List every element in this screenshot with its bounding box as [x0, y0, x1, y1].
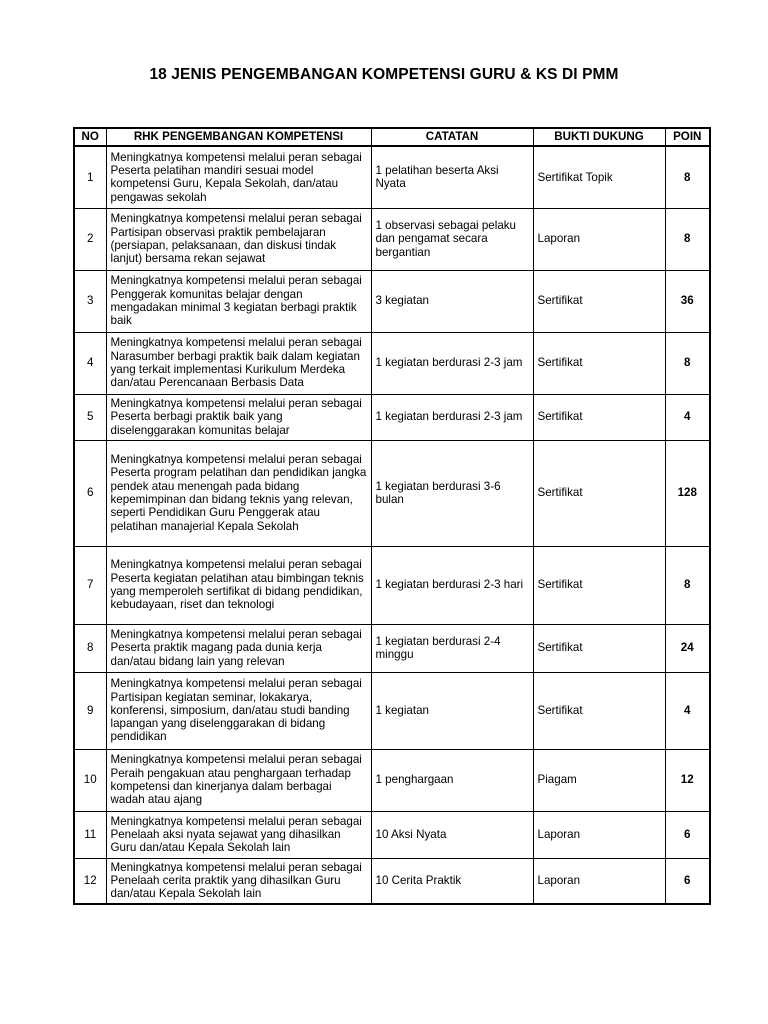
table-row — [74, 332, 710, 394]
table-row — [74, 624, 710, 672]
row-catatan: 10 Aksi Nyata — [371, 811, 533, 858]
row-rhk: Meningkatnya kompetensi melalui peran sebagai Narasumber berbagi praktik baik dalam kegiatan yang terkait implementasi Kurikulum Merdeka dan/atau Perencanaan Berbasis Data — [106, 332, 371, 394]
table-row — [74, 208, 710, 270]
table-row — [74, 146, 710, 208]
row-catatan: 1 kegiatan berdurasi 2-4 minggu — [371, 624, 533, 672]
row-bukti: Sertifikat — [533, 672, 665, 749]
row-bukti: Sertifikat — [533, 440, 665, 546]
table-row — [74, 811, 710, 858]
row-bukti: Sertifikat — [533, 332, 665, 394]
row-catatan: 10 Cerita Praktik — [371, 858, 533, 904]
table-row — [74, 270, 710, 332]
row-poin: 36 — [665, 270, 710, 332]
row-poin: 12 — [665, 749, 710, 811]
row-poin: 8 — [665, 546, 710, 624]
row-rhk: Meningkatnya kompetensi melalui peran sebagai Peserta program pelatihan dan pendidikan jangka pendek atau menengah pada bidang kepemimpinan dan bidang teknis yang relevan, seperti Pendidikan Guru Penggerak atau pelatihan manajerial Kepala Sekolah — [106, 440, 371, 546]
row-poin: 4 — [665, 672, 710, 749]
row-catatan: 1 kegiatan berdurasi 3-6 bulan — [371, 440, 533, 546]
row-catatan: 3 kegiatan — [371, 270, 533, 332]
row-poin: 8 — [665, 146, 710, 208]
competency-table — [73, 127, 711, 905]
row-no: 7 — [74, 546, 106, 624]
row-no: 8 — [74, 624, 106, 672]
table-header-row — [74, 128, 710, 146]
row-no: 2 — [74, 208, 106, 270]
row-rhk: Meningkatnya kompetensi melalui peran sebagai Peserta kegiatan pelatihan atau bimbingan teknis yang memperoleh sertifikat di bidang pendidikan, kebudayaan, riset dan teknologi — [106, 546, 371, 624]
row-rhk: Meningkatnya kompetensi melalui peran sebagai Peserta pelatihan mandiri sesuai model kompetensi Guru, Kepala Sekolah, dan/atau pengawas sekolah — [106, 146, 371, 208]
row-catatan: 1 kegiatan berdurasi 2-3 jam — [371, 394, 533, 440]
row-bukti: Sertifikat — [533, 624, 665, 672]
header-catatan: CATATAN — [371, 128, 533, 146]
row-catatan: 1 kegiatan berdurasi 2-3 jam — [371, 332, 533, 394]
row-no: 12 — [74, 858, 106, 904]
row-poin: 6 — [665, 858, 710, 904]
header-bukti: BUKTI DUKUNG — [533, 128, 665, 146]
row-catatan: 1 penghargaan — [371, 749, 533, 811]
row-bukti: Sertifikat — [533, 394, 665, 440]
header-rhk: RHK PENGEMBANGAN KOMPETENSI — [106, 128, 371, 146]
row-poin: 8 — [665, 332, 710, 394]
row-bukti: Laporan — [533, 858, 665, 904]
row-catatan: 1 kegiatan berdurasi 2-3 hari — [371, 546, 533, 624]
row-no: 3 — [74, 270, 106, 332]
row-rhk: Meningkatnya kompetensi melalui peran sebagai Penggerak komunitas belajar dengan mengadakan minimal 3 kegiatan berbagi praktik baik — [106, 270, 371, 332]
row-catatan: 1 kegiatan — [371, 672, 533, 749]
row-bukti: Piagam — [533, 749, 665, 811]
row-no: 1 — [74, 146, 106, 208]
table-row — [74, 749, 710, 811]
row-rhk: Meningkatnya kompetensi melalui peran sebagai Penelaah aksi nyata sejawat yang dihasilkan Guru dan/atau Kepala Sekolah lain — [106, 811, 371, 858]
row-no: 4 — [74, 332, 106, 394]
row-catatan: 1 pelatihan beserta Aksi Nyata — [371, 146, 533, 208]
row-catatan: 1 observasi sebagai pelaku dan pengamat secara bergantian — [371, 208, 533, 270]
row-rhk: Meningkatnya kompetensi melalui peran sebagai Penelaah cerita praktik yang dihasilkan Guru dan/atau Kepala Sekolah lain — [106, 858, 371, 904]
row-poin: 8 — [665, 208, 710, 270]
table-row — [74, 672, 710, 749]
row-bukti: Laporan — [533, 811, 665, 858]
table-row — [74, 858, 710, 904]
row-rhk: Meningkatnya kompetensi melalui peran sebagai Peserta praktik magang pada dunia kerja dan/atau bidang lain yang relevan — [106, 624, 371, 672]
row-rhk: Meningkatnya kompetensi melalui peran sebagai Peserta berbagi praktik baik yang diselenggarakan komunitas belajar — [106, 394, 371, 440]
row-poin: 24 — [665, 624, 710, 672]
row-bukti: Sertifikat Topik — [533, 146, 665, 208]
table-row — [74, 546, 710, 624]
row-no: 6 — [74, 440, 106, 546]
row-rhk: Meningkatnya kompetensi melalui peran sebagai Partisipan observasi praktik pembelajaran (persiapan, pelaksanaan, dan diskusi tindak lanjut) bersama rekan sejawat — [106, 208, 371, 270]
row-poin: 128 — [665, 440, 710, 546]
row-rhk: Meningkatnya kompetensi melalui peran sebagai Peraih pengakuan atau penghargaan terhadap kompetensi dan kinerjanya dalam berbagai wadah atau ajang — [106, 749, 371, 811]
table-row — [74, 394, 710, 440]
row-rhk: Meningkatnya kompetensi melalui peran sebagai Partisipan kegiatan seminar, lokakarya, konferensi, simposium, dan/atau studi banding lapangan yang diselenggarakan di bidang pendidikan — [106, 672, 371, 749]
row-no: 5 — [74, 394, 106, 440]
header-poin: POIN — [665, 128, 710, 146]
row-bukti: Laporan — [533, 208, 665, 270]
row-poin: 6 — [665, 811, 710, 858]
header-no: NO — [74, 128, 106, 146]
page-title: 18 JENIS PENGEMBANGAN KOMPETENSI GURU & KS DI PMM — [149, 66, 619, 83]
row-no: 11 — [74, 811, 106, 858]
table-row — [74, 440, 710, 546]
row-bukti: Sertifikat — [533, 546, 665, 624]
row-bukti: Sertifikat — [533, 270, 665, 332]
row-no: 9 — [74, 672, 106, 749]
row-no: 10 — [74, 749, 106, 811]
row-poin: 4 — [665, 394, 710, 440]
